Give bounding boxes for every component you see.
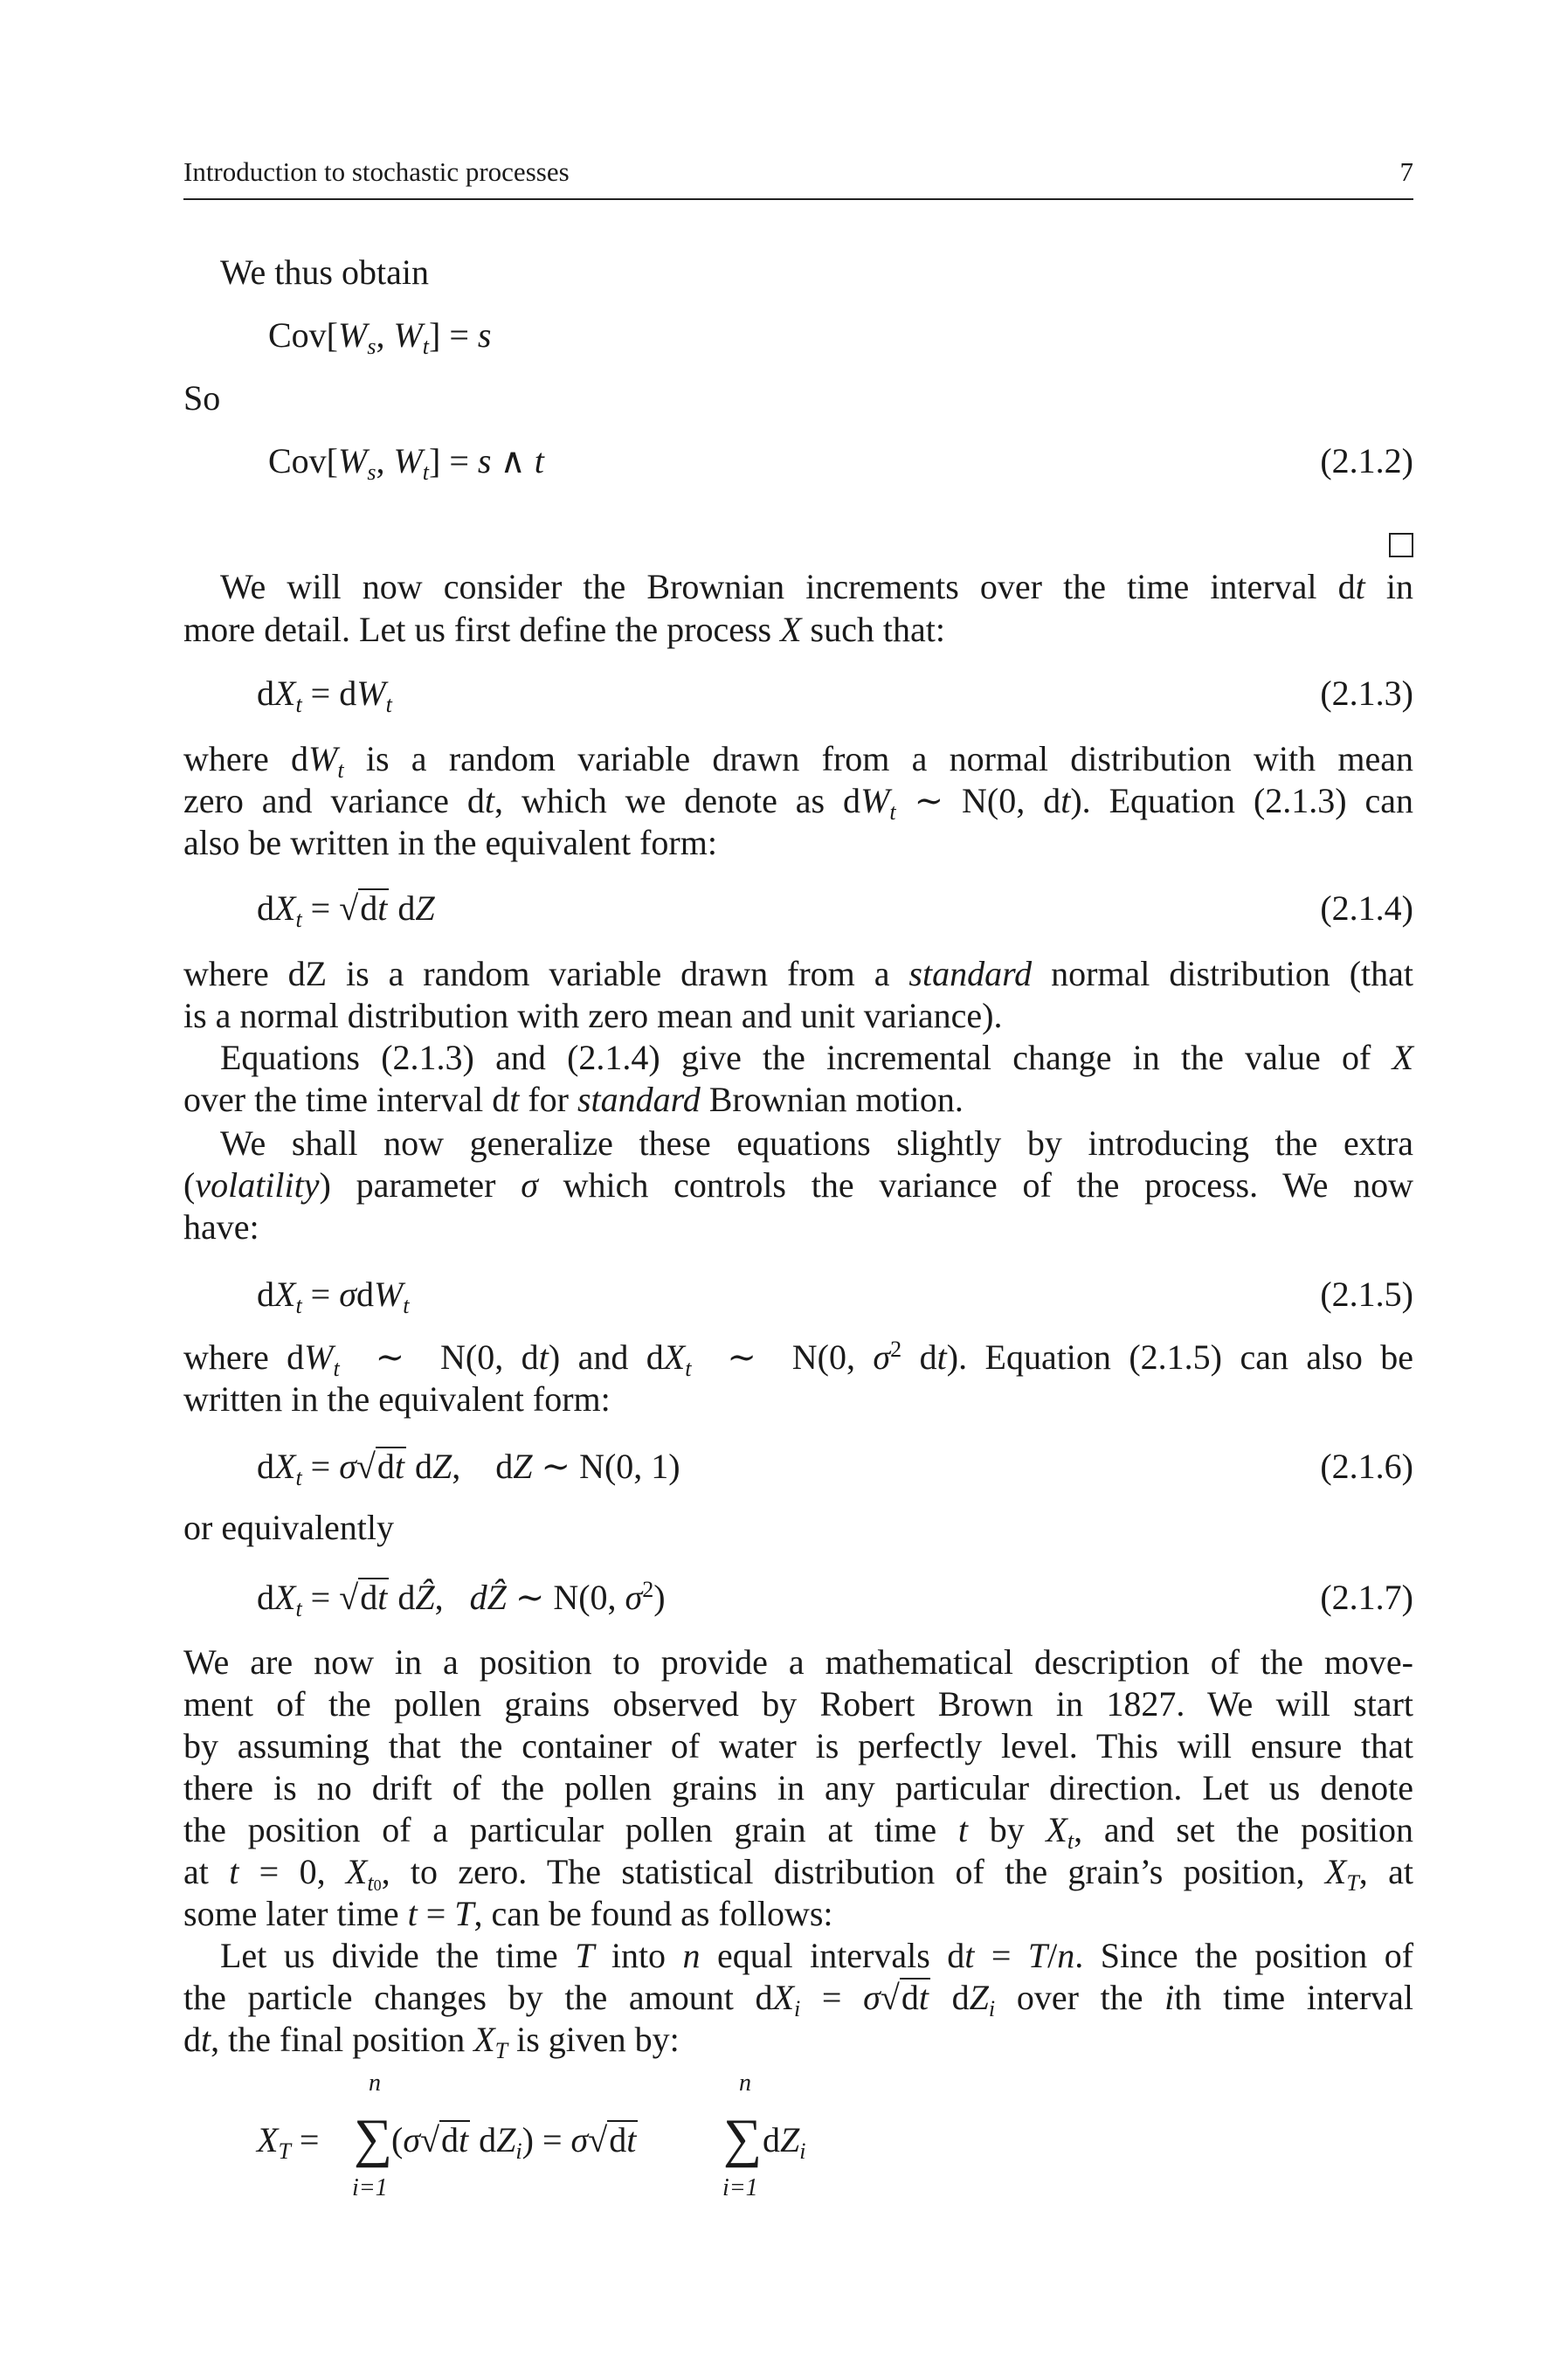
text-line: some later time t = T, can be found as follows: [183,1894,833,1933]
text-line: dt, the final position $X_T$ is given by: [183,2020,680,2063]
text-line: (volatility) parameter σ which controls the variance of the process. We now [183,1165,1414,1205]
text-line: the position of a particular pollen grain at time t by $X_t$, and set the position [183,1810,1413,1854]
equation-cov-s: $Cov[W_s$, $W_t] = s$ [268,315,492,359]
equation-2-1-3: $dX_t = dW_t$ [257,674,392,717]
text-line: So [183,378,221,418]
equation-2-1-6: $dX_t = \sigma√dt$ dZ, dZ ∼ N(0, 1) [257,1447,680,1490]
text-line: where dZ is a random variable drawn from a standard normal distribution (that [183,954,1414,993]
equation-number: (2.1.6) [1320,1447,1413,1486]
equation-number: (2.1.3) [1320,674,1413,713]
text-line: We thus obtain [220,252,429,292]
qed-square-icon [1389,533,1413,557]
running-title: Introduction to stochastic processes [183,156,570,187]
text-line: We shall now generalize these equations slightly by introducing the extra [220,1123,1413,1163]
page: Introduction to stochastic processes 7 We thus obtain $Cov[W_s$, $W_t] = s$ So $Cov[W_s$, $W_t] = s$ ∧ t (2.1.2) We will now consider the Brownian increments over the time interval dt in more detail. Let us first define the process X such that: $dX_t = dW_t$ (2.1.3) where $dW_t$ is a random variable drawn from a normal distribution with mean zero and variance dt, which we denote as $dW_t$ ∼ N(0, dt). Equation (2.1.3) can also be written in the equivalent form: $dX_t = √dt$ dZ (2.1.4) where dZ is a random variable drawn from a standard normal distribution (that is a normal distribution with zero mean and unit variance). Equations (2.1.3) and (2.1.4) give the incremental change in the value of X over the time interval dt for standard Brownian motion. We shall now generalize these equations slightly by introducing the extra (volatility) parameter σ which controls the variance of the process. We now have: $dX_t = \sigma dW_t$ (2.1.5) where $dW_t$ ∼ N(0, dt) and $dX_t$ ∼ N(0, $\sigma^2$ dt). Equation (2.1.5) can also be written in the equivalent form: $dX_t = \sigma√dt$ dZ, dZ ∼ N(0, 1) (2.1.6) or equivalently $dX_t = √dt$ dẐ, dẐ ∼ N(0, $\sigma^2$) (2.1.7) We are now in a position to provide a mathematical description of the move- ment of the pollen grains observed by Robert Brown in 1827. We will start by assuming that the container of water is perfectly level. This will ensure that there is no drift of the pollen grains in any particular direction. Let us denote the position of a particular pollen grain at time t by $X_t$, and set the position at t = 0, $X_{t0}$, to zero. The statistical distribution of the grain’s position, $X_T$, at some later time t = T, can be found as follows: Let us divide the time T into n equal intervals dt = T/n. Since the position of the particle changes by the amount $dX_i = \sigma√dt$ $dZ_i$ over the ith time interval dt, the final position $X_T$ is given by: n n $X_T$ = ∑ (σ√dt $dZ_i) = \sigma√dt$ ∑ $dZ_i$ i=1 i=1 [0,0,1568,2363]
text-line: where $dW_t$ ∼ N(0, dt) and $dX_t$ ∼ N(0, $\sigma^2$ dt). Equation (2.1.5) can also be [183,1337,1414,1381]
text-line: We are now in a position to provide a mathematical description of the move- [183,1642,1413,1682]
text-line: more detail. Let us first define the process X such that: [183,610,945,649]
text-line: over the time interval dt for standard Brownian motion. [183,1080,964,1119]
equation-2-1-5: $dX_t = \sigma dW_t$ [257,1275,410,1318]
text-line: by assuming that the container of water is perfectly level. This will ensure that [183,1726,1413,1765]
text-line: also be written in the equivalent form: [183,823,717,862]
text-line: where $dW_t$ is a random variable drawn from a normal distribution with mean [183,739,1414,783]
equation-2-1-7: $dX_t = √dt$ dẐ, dẐ ∼ N(0, $\sigma^2$) [257,1577,666,1621]
equation-number: (2.1.7) [1320,1578,1413,1617]
text-line: We will now consider the Brownian increments over the time interval dt in [220,567,1413,606]
text-line: written in the equivalent form: [183,1379,611,1419]
equation-number: (2.1.2) [1320,441,1413,480]
page-number: 7 [1399,156,1413,187]
text-line: or equivalently [183,1508,395,1547]
text-line: at t = 0, $X_{t0}$, to zero. The statistical distribution of the grain’s position, $X_T$, at [183,1852,1414,1896]
equation-number: (2.1.5) [1320,1275,1413,1314]
equation-2-1-2: $Cov[W_s$, $W_t] = s$ ∧ t [268,441,544,485]
text-line: have: [183,1207,259,1247]
text-line: ment of the pollen grains observed by Robert Brown in 1827. We will start [183,1684,1413,1724]
text-line: zero and variance dt, which we denote as $dW_t$ ∼ N(0, dt). Equation (2.1.3) can [183,781,1414,825]
text-line: Let us divide the time T into n equal intervals dt = T/n. Since the position of [220,1936,1414,1975]
text-line: is a normal distribution with zero mean and unit variance). [183,996,1003,1035]
text-line: Equations (2.1.3) and (2.1.4) give the incremental change in the value of X [220,1038,1414,1077]
running-header [183,153,1413,200]
equation-number: (2.1.4) [1320,888,1413,928]
text-line: there is no drift of the pollen grains in any particular direction. Let us denote [183,1768,1413,1807]
equation-2-1-4: $dX_t = √dt$ dZ [257,888,435,932]
text-line: the particle changes by the amount $dX_i = \sigma√dt$ $dZ_i$ over the ith time interval [183,1978,1414,2021]
